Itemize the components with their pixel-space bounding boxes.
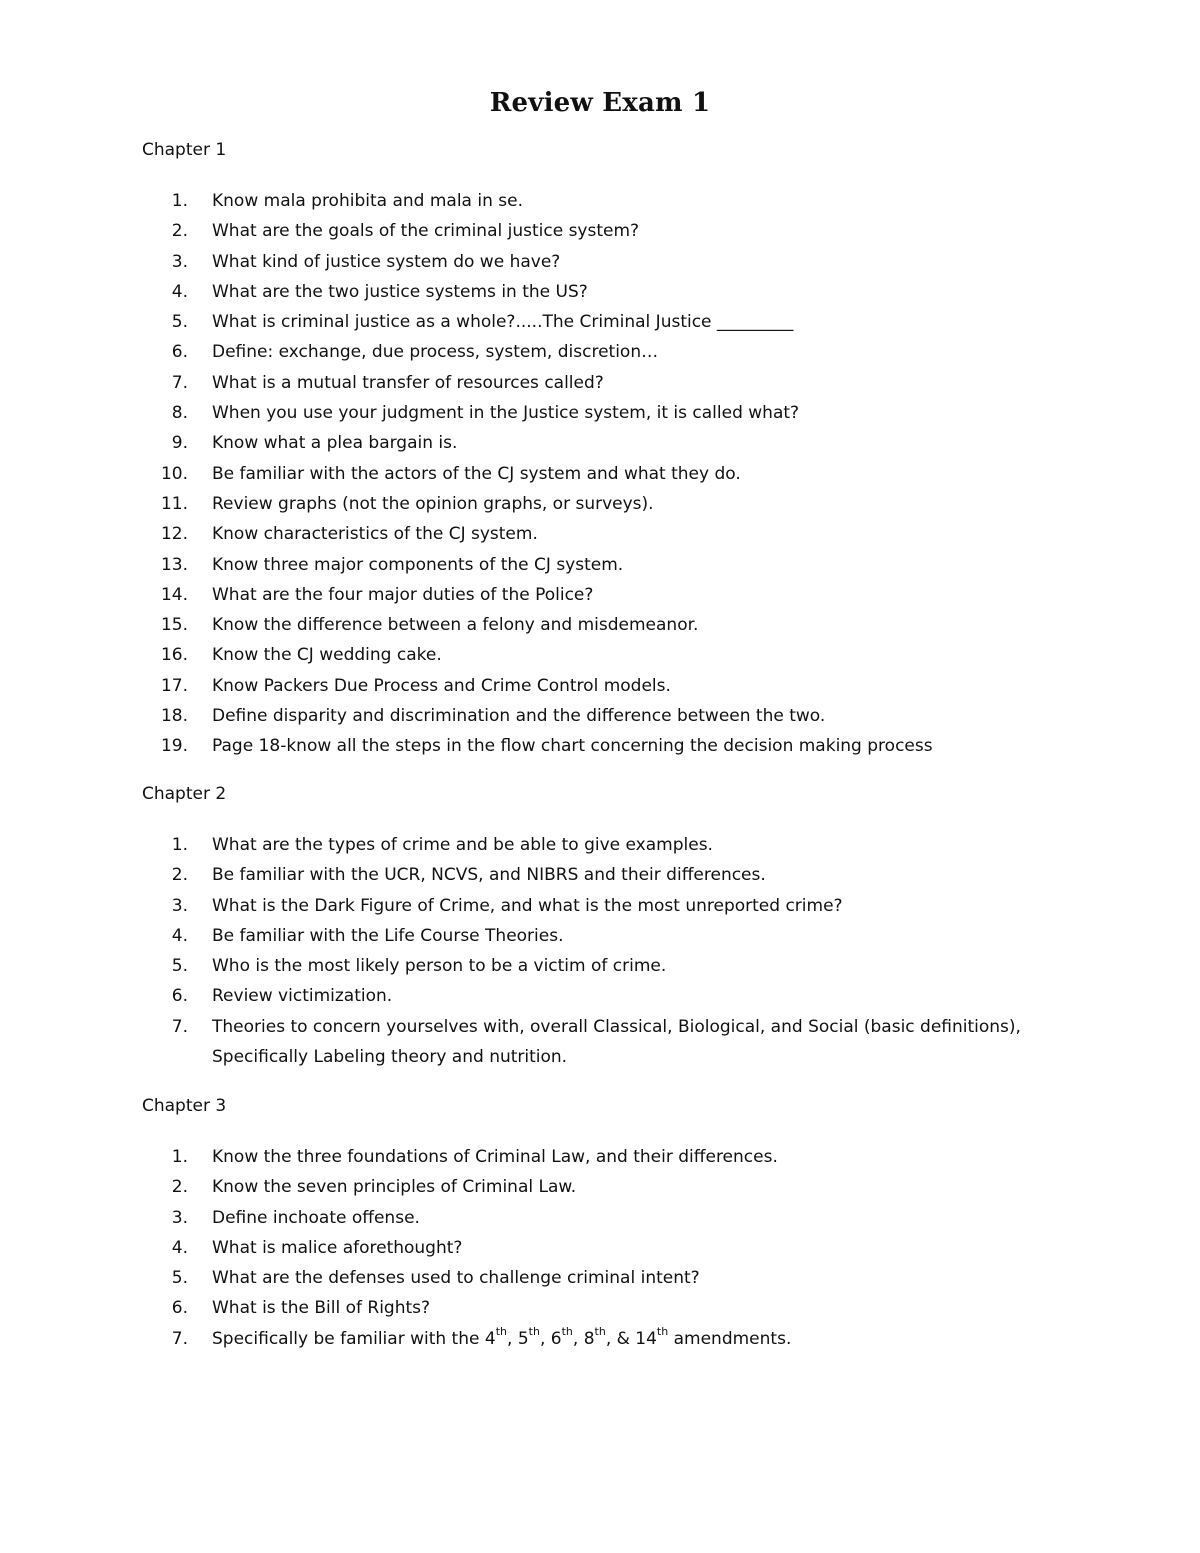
item-text: What is malice aforethought? xyxy=(212,1237,463,1258)
item-text: Know the seven principles of Criminal Law. xyxy=(212,1177,577,1198)
item-text: Review victimization. xyxy=(212,986,393,1007)
item-text: Theories to concern yourselves with, overall Classical, Biological, and Social (basic definitions), Specifically Labeling theory and nutrition. xyxy=(212,1016,1021,1068)
item-number: 3. xyxy=(171,251,188,272)
item-number: 1. xyxy=(171,191,188,211)
chapter-heading: Chapter 1 xyxy=(142,140,227,160)
item-number: 4. xyxy=(171,281,188,302)
item-text: What are the two justice systems in the US? xyxy=(212,281,588,302)
list-item xyxy=(142,981,1102,1011)
item-text: What kind of justice system do we have? xyxy=(212,251,561,272)
item-text: What are the types of crime and be able to give examples. xyxy=(212,835,713,855)
item-text: What is criminal justice as a whole?.....The Criminal Justice _________ xyxy=(212,312,794,333)
item-number: 7. xyxy=(171,372,188,393)
item-number: 1. xyxy=(171,1147,188,1167)
item-number: 3. xyxy=(171,1207,188,1228)
item-text-suffix: amendments. xyxy=(668,1328,792,1349)
list-item xyxy=(142,489,1102,519)
item-number: 2. xyxy=(171,865,188,886)
item-number: 2. xyxy=(171,221,188,242)
list-item xyxy=(142,701,1102,731)
item-text: Be familiar with the Life Course Theories. xyxy=(212,925,564,946)
item-number: 6. xyxy=(171,342,188,363)
item-text: Know the three foundations of Criminal Law, and their differences. xyxy=(212,1147,778,1167)
item-number: 12. xyxy=(160,524,188,545)
separator: , xyxy=(539,1328,551,1349)
amendment-number: 8 xyxy=(583,1328,595,1349)
item-number: 8. xyxy=(171,403,188,424)
separator: , & xyxy=(605,1328,636,1349)
item-number: 5. xyxy=(171,956,188,977)
list-item xyxy=(142,337,1102,367)
ordinal-suffix: th xyxy=(561,1324,573,1338)
item-text: Who is the most likely person to be a victim of crime. xyxy=(212,956,667,977)
list-item xyxy=(142,580,1102,610)
item-number: 14. xyxy=(160,584,188,605)
item-number: 5. xyxy=(171,312,188,333)
chapter-3-list xyxy=(142,1142,1102,1354)
amendment-number: 6 xyxy=(550,1328,562,1349)
list-item xyxy=(142,1324,1102,1354)
list-item xyxy=(142,550,1102,580)
list-item xyxy=(142,731,1102,761)
list-item xyxy=(142,428,1102,458)
item-number: 7. xyxy=(171,1328,188,1349)
item-number: 9. xyxy=(171,433,188,454)
amendment-number: 5 xyxy=(517,1328,529,1349)
list-item xyxy=(142,951,1102,981)
list-item xyxy=(142,610,1102,640)
item-text: Page 18-know all the steps in the flow chart concerning the decision making process xyxy=(212,736,933,757)
item-text: Know what a plea bargain is. xyxy=(212,433,458,454)
item-text: Know the CJ wedding cake. xyxy=(212,645,442,666)
item-text: Be familiar with the actors of the CJ system and what they do. xyxy=(212,463,741,484)
separator: , xyxy=(572,1328,584,1349)
item-number: 4. xyxy=(171,925,188,946)
list-item xyxy=(142,671,1102,701)
list-item xyxy=(142,307,1102,337)
item-number: 11. xyxy=(160,493,188,514)
item-number: 6. xyxy=(171,1298,188,1319)
ordinal-suffix: th xyxy=(656,1324,669,1338)
list-item xyxy=(142,459,1102,489)
ordinal-suffix: th xyxy=(528,1324,540,1338)
list-item xyxy=(142,921,1102,951)
item-text: What is the Bill of Rights? xyxy=(212,1298,431,1319)
list-item xyxy=(142,1142,1102,1172)
list-item xyxy=(142,247,1102,277)
item-text: Define disparity and discrimination and the difference between the two. xyxy=(212,706,826,727)
list-item xyxy=(142,830,1102,860)
item-text: Know the difference between a felony and misdemeanor. xyxy=(212,615,699,636)
item-text: What is the Dark Figure of Crime, and what is the most unreported crime? xyxy=(212,895,843,916)
chapter-1-list xyxy=(142,186,1102,762)
item-number: 13. xyxy=(160,554,188,575)
item-number: 18. xyxy=(160,706,188,727)
item-number: 1. xyxy=(171,835,188,855)
item-text: Know three major components of the CJ system. xyxy=(212,554,624,575)
amendment-number: 4 xyxy=(484,1328,496,1349)
ordinal-suffix: th xyxy=(594,1324,606,1338)
item-text: Define: exchange, due process, system, discretion… xyxy=(212,342,659,363)
item-number: 5. xyxy=(171,1268,188,1289)
list-item xyxy=(142,277,1102,307)
list-item xyxy=(142,1263,1102,1293)
amendment-number: 14 xyxy=(635,1328,657,1349)
item-number: 2. xyxy=(171,1177,188,1198)
list-item xyxy=(142,1172,1102,1202)
ordinal-suffix: th xyxy=(495,1324,507,1338)
list-item xyxy=(142,1233,1102,1263)
item-text: What are the defenses used to challenge criminal intent? xyxy=(212,1268,700,1289)
item-text: What are the goals of the criminal justice system? xyxy=(212,221,640,242)
item-number: 15. xyxy=(160,615,188,636)
item-text: What are the four major duties of the Police? xyxy=(212,584,594,605)
item-text: Know mala prohibita and mala in se. xyxy=(212,191,523,211)
item-text: What is a mutual transfer of resources called? xyxy=(212,372,604,393)
item-number: 7. xyxy=(171,1016,188,1037)
item-text: Know Packers Due Process and Crime Control models. xyxy=(212,675,671,696)
list-item xyxy=(142,186,1102,216)
list-item xyxy=(142,640,1102,670)
item-number: 4. xyxy=(171,1237,188,1258)
list-item xyxy=(142,1293,1102,1323)
chapter-heading: Chapter 3 xyxy=(142,1096,227,1116)
list-item xyxy=(142,1203,1102,1233)
item-number: 6. xyxy=(171,986,188,1007)
list-item xyxy=(142,519,1102,549)
document-title: Review Exam 1 xyxy=(489,88,711,118)
list-item xyxy=(142,216,1102,246)
item-text: Know characteristics of the CJ system. xyxy=(212,524,538,545)
item-text: Define inchoate offense. xyxy=(212,1207,420,1228)
list-item xyxy=(142,1012,1102,1073)
item-number: 10. xyxy=(160,463,188,484)
separator: , xyxy=(507,1328,518,1349)
list-item xyxy=(142,398,1102,428)
item-number: 3. xyxy=(171,895,188,916)
item-number: 19. xyxy=(160,736,188,757)
list-item xyxy=(142,860,1102,890)
chapter-2-list xyxy=(142,830,1102,1072)
chapter-heading: Chapter 2 xyxy=(142,784,227,804)
item-number: 16. xyxy=(160,645,188,666)
item-text-prefix: Specifically be familiar with the xyxy=(212,1328,485,1349)
item-number: 17. xyxy=(160,675,188,696)
item-text: Review graphs (not the opinion graphs, or surveys). xyxy=(212,493,654,514)
item-text: Be familiar with the UCR, NCVS, and NIBRS and their differences. xyxy=(212,865,766,886)
list-item xyxy=(142,891,1102,921)
list-item xyxy=(142,368,1102,398)
item-text: When you use your judgment in the Justice system, it is called what? xyxy=(212,403,800,424)
